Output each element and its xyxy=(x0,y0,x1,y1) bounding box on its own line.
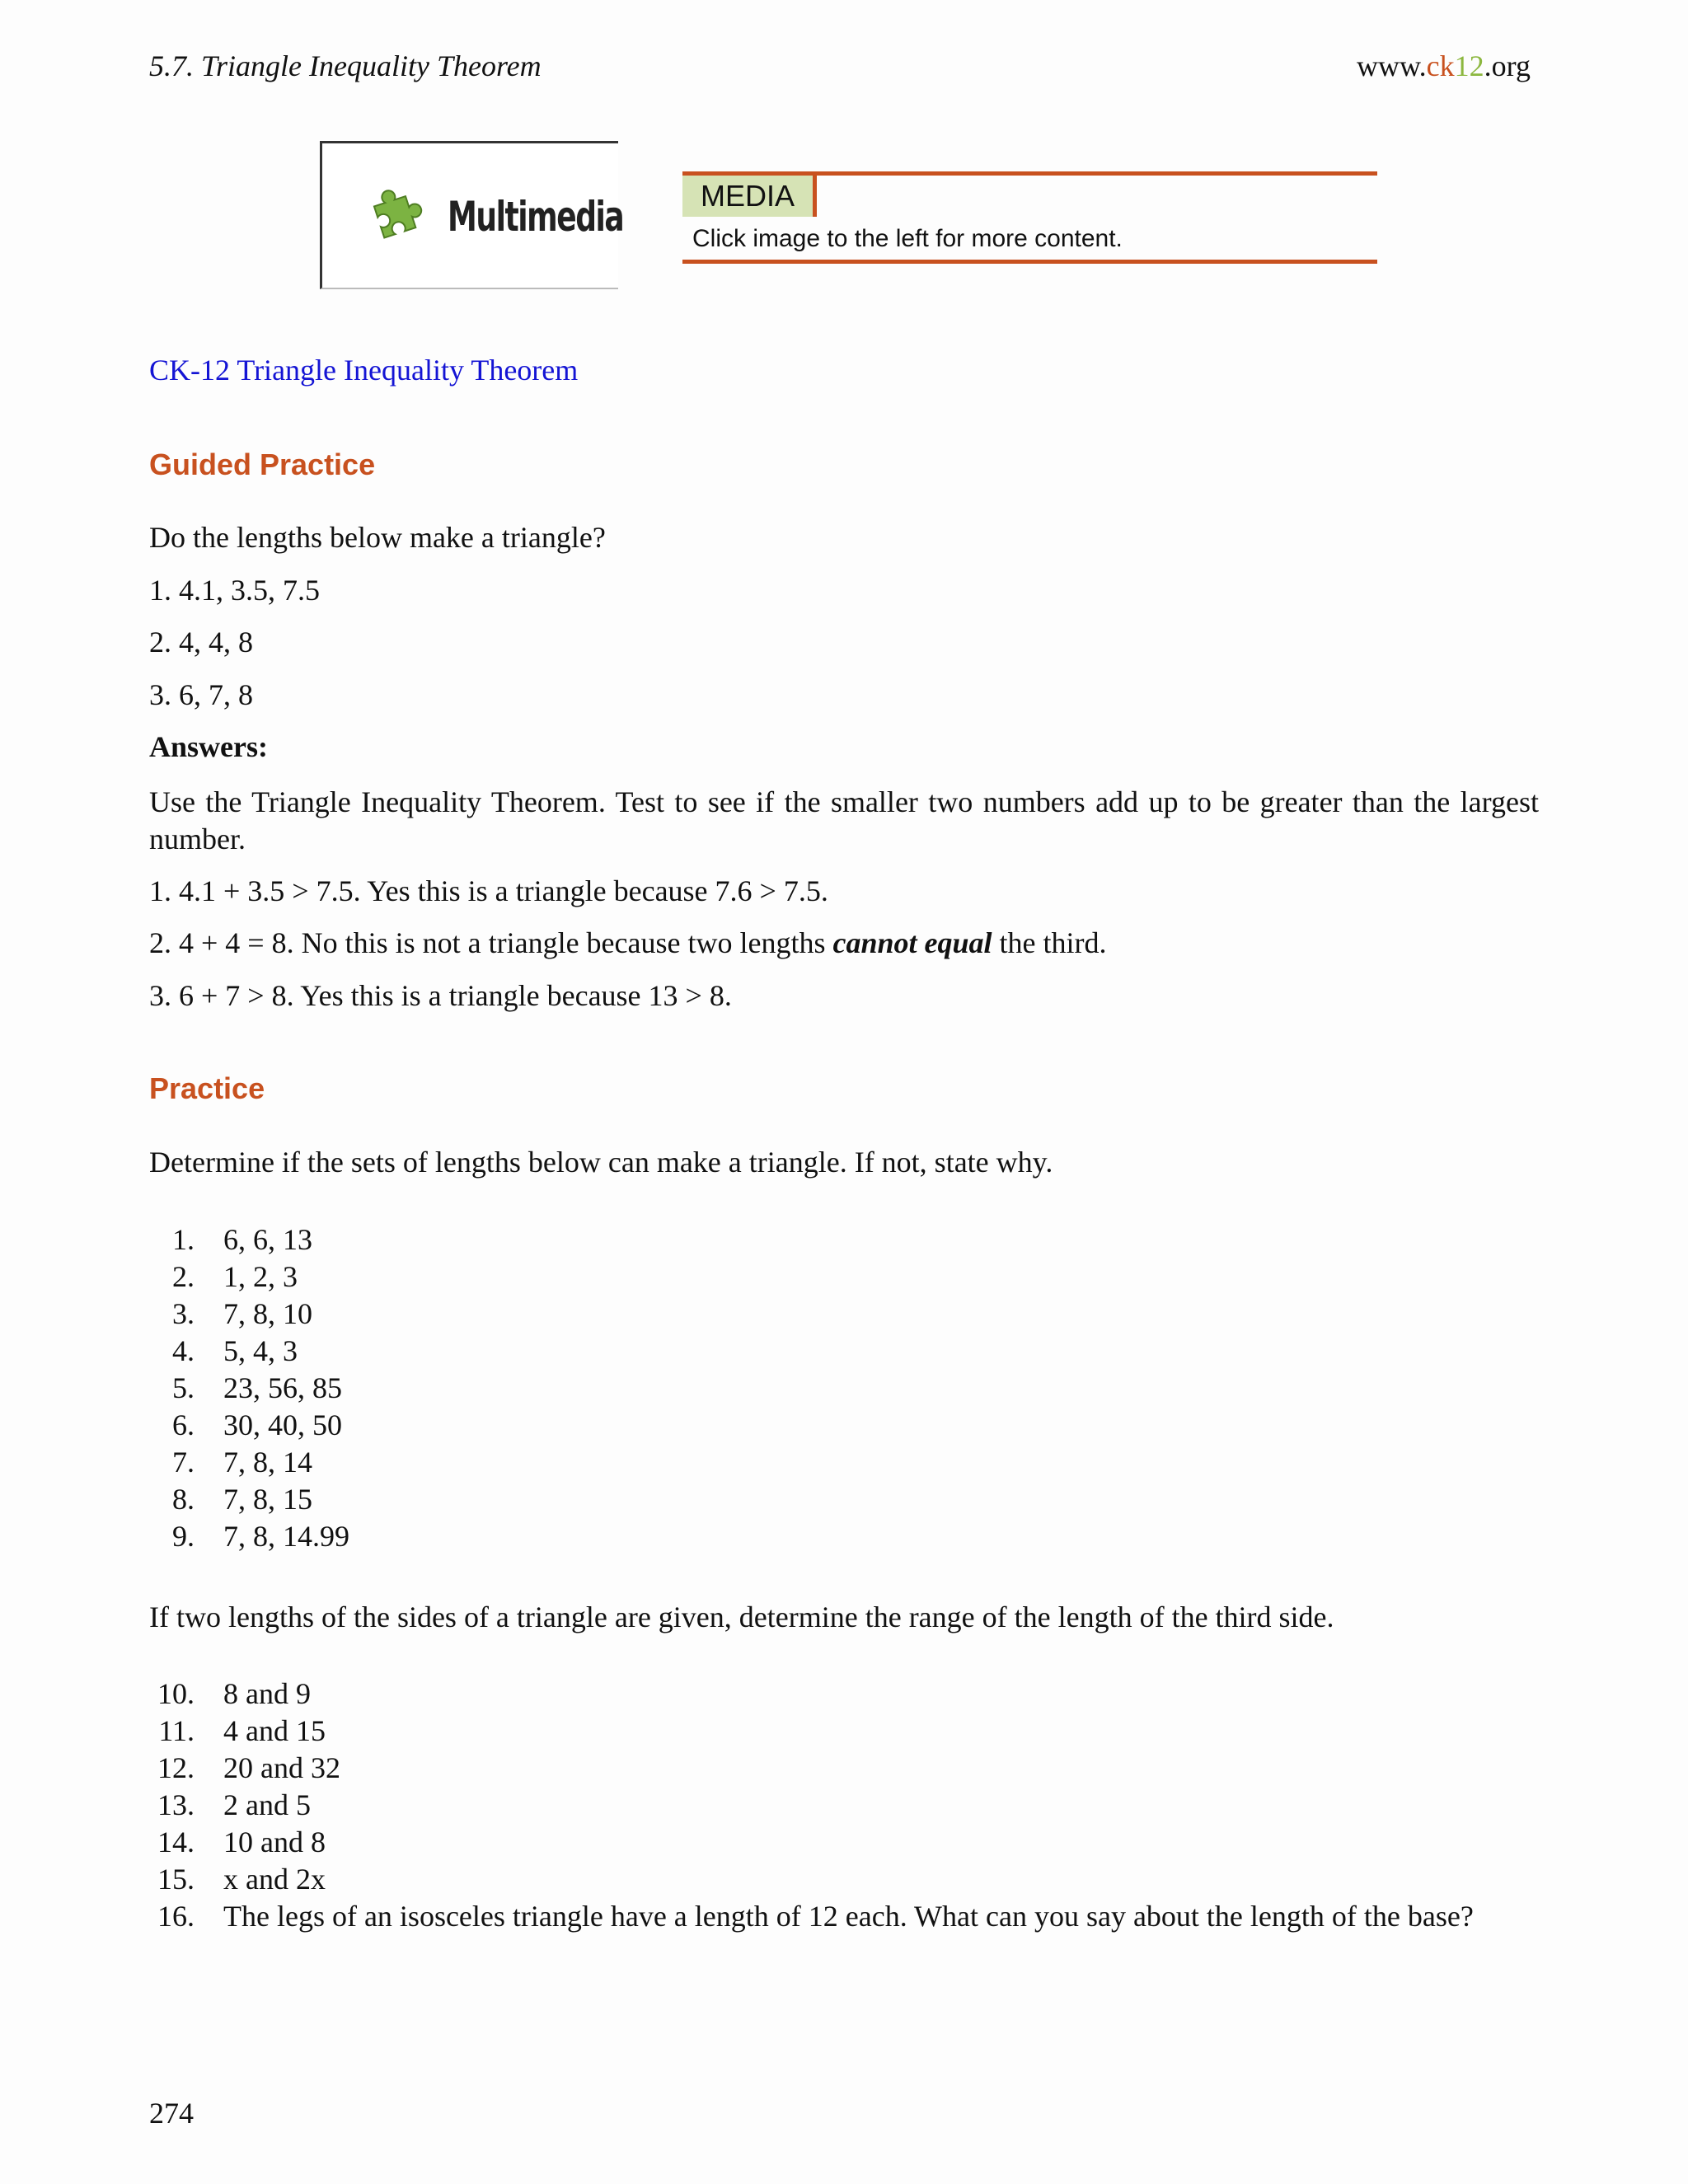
ck12-link[interactable]: CK-12 Triangle Inequality Theorem xyxy=(149,354,579,387)
answer-3: 3. 6 + 7 > 8. Yes this is a triangle because 13 > 8. xyxy=(149,979,732,1012)
site-suffix: .org xyxy=(1484,49,1531,82)
answer-1: 1. 4.1 + 3.5 > 7.5. Yes this is a triangle because 7.6 > 7.5. xyxy=(149,874,828,907)
guided-question-3: 3. 6, 7, 8 xyxy=(149,678,253,711)
practice-intro-2: If two lengths of the sides of a triangle are given, determine the range of the length of the third side. xyxy=(149,1601,1334,1633)
site-url[interactable] xyxy=(1357,48,1531,84)
answer-2-pre: 2. 4 + 4 = 8. No this is not a triangle because two lengths xyxy=(149,926,833,959)
puzzle-icon xyxy=(363,189,429,255)
media-box xyxy=(682,171,1377,264)
multimedia-thumbnail[interactable] xyxy=(320,141,624,289)
guided-practice-heading: Guided Practice xyxy=(149,448,376,481)
site-12: 12 xyxy=(1454,49,1484,82)
guided-prompt: Do the lengths below make a triangle? xyxy=(149,521,606,554)
running-header-title: 5.7. Triangle Inequality Theorem xyxy=(149,49,542,82)
site-k: k xyxy=(1439,49,1455,82)
answer-2-post: the third. xyxy=(992,926,1107,959)
practice-intro-1: Determine if the sets of lengths below can make a triangle. If not, state why. xyxy=(149,1146,1053,1179)
answers-label: Answers: xyxy=(149,730,268,763)
page-number: 274 xyxy=(149,2097,194,2130)
guided-question-2: 2. 4, 4, 8 xyxy=(149,626,253,658)
guided-question-1: 1. 4.1, 3.5, 7.5 xyxy=(149,574,320,607)
site-c: c xyxy=(1426,49,1440,82)
site-prefix: www. xyxy=(1357,49,1427,82)
answers-intro: Use the Triangle Inequality Theorem. Test to see if the smaller two numbers add up to be greater than the largest number. xyxy=(149,785,1539,855)
media-caption: Click image to the left for more content. xyxy=(692,225,1123,252)
answer-2-emphasis: cannot equal xyxy=(832,926,992,959)
media-label: MEDIA xyxy=(682,176,817,217)
practice-heading: Practice xyxy=(149,1071,265,1105)
answer-2 xyxy=(149,925,1107,962)
multimedia-word: Multimedia xyxy=(448,193,624,241)
